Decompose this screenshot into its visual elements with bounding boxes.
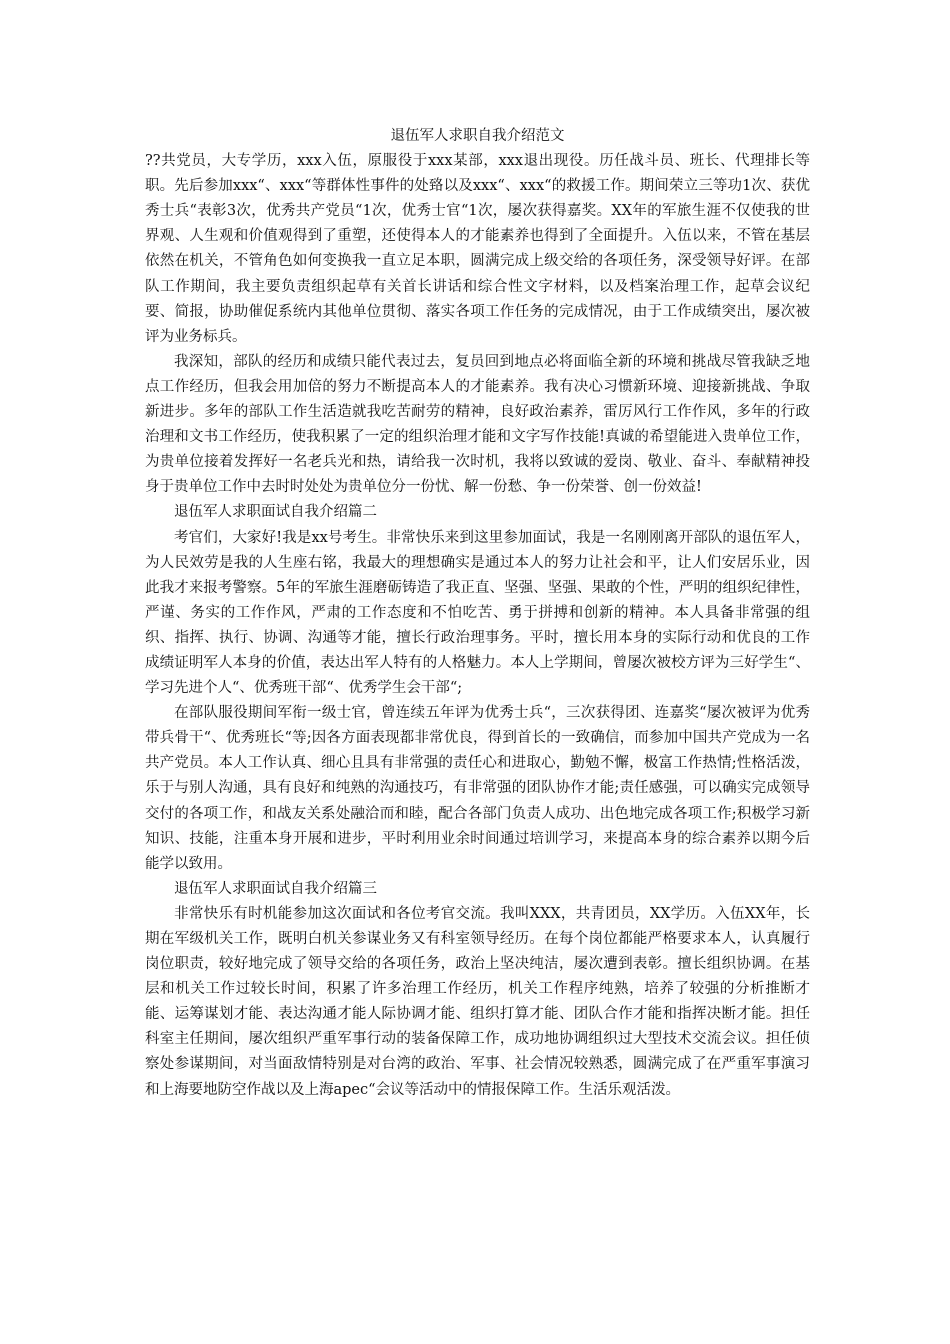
document-title: 退伍军人求职自我介绍范文 — [390, 128, 565, 144]
section2-paragraph-1: 考官们，大家好!我是xx号考生。非常快乐来到这里参加面试，我是一名刚刚离开部队的退伍军人，为人民效劳是我的人生座右铭，我最大的理想确实是通过本人的努力让社会和平，让人们安居乐业，因此我才来报考警察。5年的军旅生涯磨砺铸造了我正直、坚强、坚强、果敢的个性，严明的组织纪律性，严谨、务实的工作作风，严肃的工作态度和不怕吃苦、勇于拼搏和创新的精神。本人具备非常强的组织、指挥、执行、协调、沟通等才能，擅长行政治理事务。平时，擅长用本身的实际行动和优良的工作成绩证明军人本身的价值，表达出军人特有的人格魅力。本人上学期间，曾屡次被校方评为三好学生“、学习先进个人“、优秀班干部“、优秀学生会干部“; — [145, 529, 810, 697]
section3-heading: 退伍军人求职面试自我介绍篇三 — [174, 880, 377, 897]
document-page — [145, 124, 810, 1103]
section3-paragraph-1: 非常快乐有时机能参加这次面试和各位考官交流。我叫XXX，共青团员，XX学历。入伍XX年，长期在军级机关工作，既明白机关参谋业务又有科室领导经历。在每个岗位都能严格要求本人，认真履行岗位职责，较好地完成了领导交给的各项任务，政治上坚决纯洁，屡次遭到表彰。擅长组织协调。在基层和机关工作过较长时间，积累了许多治理工作经历，机关工作程序纯熟，培养了较强的分析推断才能、运筹谋划才能、表达沟通才能人际协调才能、组织打算才能、团队合作才能和指挥决断才能。担任科室主任期间，屡次组织严重军事行动的装备保障工作，成功地协调组织过大型技术交流会议。担任侦察处参谋期间，对当面敌情特别是对台湾的政治、军事、社会情况较熟悉，圆满完成了在严重军事演习和上海要地防空作战以及上海apec“会议等活动中的情报保障工作。生活乐观活泼。 — [145, 905, 810, 1098]
section2-paragraph-2: 在部队服役期间军衔一级士官，曾连续五年评为优秀士兵“，三次获得团、连嘉奖“屡次被评为优秀带兵骨干“、优秀班长“等;因各方面表现都非常优良，得到首长的一致确信，而参加中国共产党成为一名共产党员。本人工作认真、细心且具有非常强的责任心和进取心，勤勉不懈，极富工作热情;性格活泼，乐于与别人沟通，具有良好和纯熟的沟通技巧，有非常强的团队协作才能;责任感强，可以确实完成领导交付的各项工作，和战友关系处融洽而和睦，配合各部门负责人成功、出色地完成各项工作;积极学习新知识、技能，注重本身开展和进步，平时利用业余时间通过培训学习，来提高本身的综合素养以期今后能学以致用。 — [145, 705, 810, 872]
section2-heading: 退伍军人求职面试自我介绍篇二 — [174, 504, 377, 521]
section1-paragraph-2: 我深知，部队的经历和成绩只能代表过去，复员回到地点必将面临全新的环境和挑战尽管我缺乏地点工作经历，但我会用加倍的努力不断提高本人的才能素养。我有决心习惯新环境、迎接新挑战、争取新进步。多年的部队工作生活造就我吃苦耐劳的精神，良好政治素养，雷厉风行工作作风，多年的行政治理和文书工作经历，使我积累了一定的组织治理才能和文字写作技能!真诚的希望能进入贵单位工作，为贵单位接着发挥好一名老兵光和热，请给我一次时机，我将以致诚的爱岗、敬业、奋斗、奉献精神投身于贵单位工作中去时时处处为贵单位分一份忧、解一份愁、争一份荣誉、创一份效益! — [145, 353, 810, 496]
section1-paragraph-1: ??共党员，大专学历，xxx入伍，原服役于xxx某部，xxx退出现役。历任战斗员、班长、代理排长等职。先后参加xxx“、xxx“等群体性事件的处臵以及xxx“、xxx“的救援工作。期间荣立三等功1次、获优秀士兵“表彰3次，优秀共产党员“1次，优秀士官“1次，屡次获得嘉奖。XX年的军旅生涯不仅使我的世界观、人生观和价值观得到了重塑，还使得本人的才能素养也得到了全面提升。入伍以来，不管在基层依然在机关，不管角色如何变换我一直立足本职，圆满完成上级交给的各项任务，深受领导好评。在部队工作期间，我主要负责组织起草有关首长讲话和综合性文字材料，以及档案治理工作，起草会议纪要、简报，协助催促系统内其他单位贯彻、落实各项工作任务的完成情况，由于工作成绩突出，屡次被评为业务标兵。 — [145, 153, 810, 345]
